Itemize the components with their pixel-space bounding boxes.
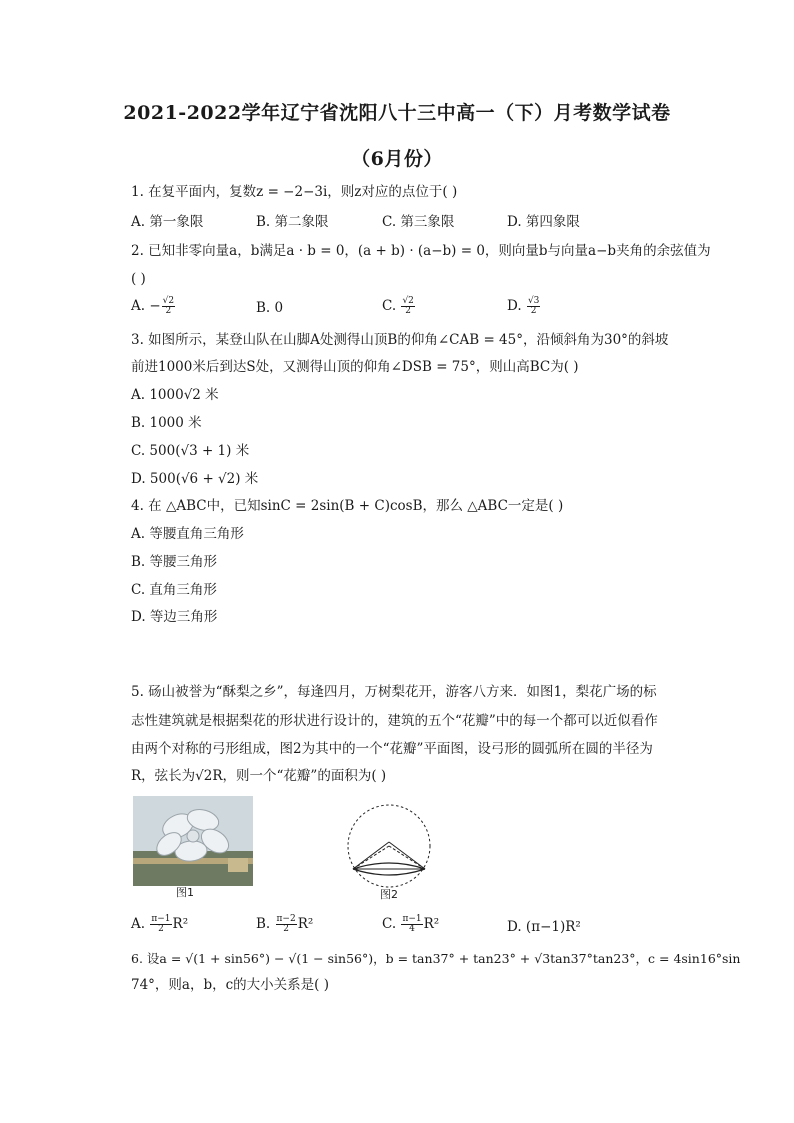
figure-1-photo	[133, 796, 253, 886]
q5-stem-cont-3: R，弦长为√2R，则一个“花瓣”的面积为( )	[131, 768, 387, 784]
q5-option-b: B. $\frac{\pi-2}{2}$ R²	[256, 914, 314, 934]
q5-option-c: C. $\frac{\pi-1}{4}$ R²	[382, 914, 440, 934]
exam-subtitle: （6月份）	[351, 148, 443, 170]
q2-stem: 2. 已知非零向量a，b满足a · b = 0，(a + b) · (a−b) = 0，则向量b与向量a−b夹角的余弦值为	[131, 243, 711, 259]
q4-option-b: B. 等腰三角形	[131, 554, 218, 570]
q1-stem: 1. 在复平面内，复数z = −2−3i，则z对应的点位于( )	[131, 184, 458, 200]
q5-stem-cont-2: 由两个对称的弓形组成，图2为其中的一个“花瓣”平面图，设弓形的圆弧所在圆的半径为	[131, 741, 653, 757]
q6-stem: 6. 设a = √(1 + sin56°) − √(1 − sin56°)，b = tan37° + tan23° + √3tan37°tan23°，c = 4sin16°sin	[131, 951, 741, 966]
q3-option-c: C. 500(√3 + 1) 米	[131, 443, 250, 459]
q1-option-d: D. 第四象限	[507, 214, 580, 230]
q2-option-c: C. $\frac{√2}{2}$	[382, 296, 414, 316]
q2-stem-cont: ( )	[131, 271, 146, 287]
figure-2-diagram	[338, 797, 440, 889]
q3-stem-cont: 前进1000米后到达S处，又测得山顶的仰角∠DSB = 75°，则山高BC为( )	[131, 359, 579, 375]
fraction: $\frac{\pi-1}{4}$	[402, 914, 422, 934]
q3-stem: 3. 如图所示，某登山队在山脚A处测得山顶B的仰角∠CAB = 45°，沿倾斜角为30°的斜坡	[131, 332, 669, 348]
q2-option-b: B. 0	[256, 300, 284, 316]
q4-option-c: C. 直角三角形	[131, 582, 217, 598]
fraction: $\frac{√2}{2}$	[402, 296, 414, 316]
figure-2-caption: 图2	[380, 888, 398, 901]
exam-title: 2021-2022学年辽宁省沈阳八十三中高一（下）月考数学试卷	[123, 102, 671, 124]
fraction: $\frac{\pi-1}{2}$	[151, 914, 171, 934]
q4-option-d: D. 等边三角形	[131, 609, 218, 625]
figure-1-caption: 图1	[176, 886, 194, 899]
fraction: $\frac{√3}{2}$	[527, 296, 540, 316]
q2-option-a: A. − $\frac{√2}{2}$	[131, 296, 175, 316]
q5-stem: 5. 砀山被誉为“酥梨之乡”，每逢四月，万树梨花开，游客八方来．如图1，梨花广场的标	[131, 684, 657, 700]
q5-option-a: A. $\frac{\pi-1}{2}$ R²	[131, 914, 189, 934]
q4-stem: 4. 在 △ABC中，已知sinC = 2sin(B + C)cosB，那么 △ABC一定是( )	[131, 498, 564, 514]
q3-option-a: A. 1000√2 米	[131, 387, 219, 403]
q5-option-d: D. (π−1)R²	[507, 919, 581, 935]
q5-stem-cont-1: 志性建筑就是根据梨花的形状进行设计的，建筑的五个“花瓣”中的每一个都可以近似看作	[131, 713, 658, 729]
q6-stem-cont: 74°，则a，b，c的大小关系是( )	[131, 977, 330, 993]
q1-option-b: B. 第二象限	[256, 214, 329, 230]
q4-option-a: A. 等腰直角三角形	[131, 526, 244, 542]
flower-building-image	[133, 796, 253, 886]
q2-option-d: D. $\frac{√3}{2}$	[507, 296, 540, 316]
q1-option-c: C. 第三象限	[382, 214, 455, 230]
fraction: $\frac{\pi-2}{2}$	[276, 914, 296, 934]
fraction: $\frac{√2}{2}$	[162, 296, 175, 316]
q1-option-a: A. 第一象限	[131, 214, 204, 230]
q3-option-d: D. 500(√6 + √2) 米	[131, 471, 259, 487]
q3-option-b: B. 1000 米	[131, 415, 202, 431]
